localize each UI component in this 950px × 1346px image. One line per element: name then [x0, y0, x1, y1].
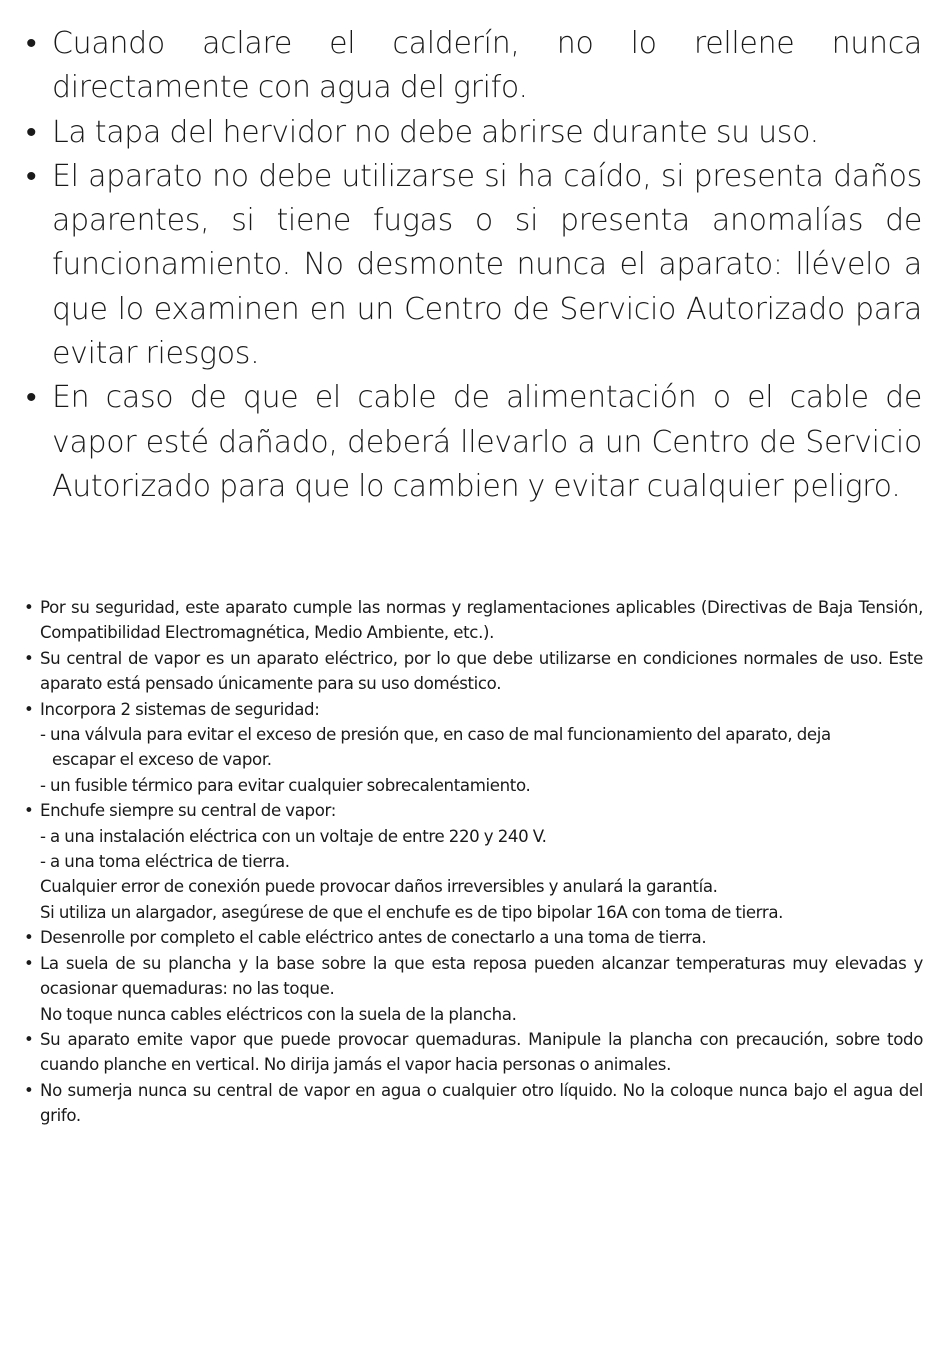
- warning-text: Cuando aclare el calderín, no lo rellene nunca directamente con agua del grifo.: [52, 26, 922, 106]
- bullet-icon: •: [26, 26, 37, 61]
- safety-text: Su aparato emite vapor que puede provocar quemaduras. Manipule la plancha con precaución, sobre todo cuando planche en vertical. No dirija jamás el vapor hacia personas o animales.: [40, 1029, 923, 1075]
- safety-text: Su central de vapor es un aparato eléctrico, por lo que debe utilizarse en condiciones normales de uso. Este aparato está pensado únicamente para su uso doméstico.: [40, 648, 923, 694]
- bullet-icon: •: [24, 699, 34, 719]
- safety-item: [24, 1027, 923, 1078]
- warning-item: [26, 155, 922, 376]
- bullet-icon: •: [26, 114, 37, 150]
- bullet-icon: •: [24, 953, 34, 973]
- main-warnings-list: [26, 22, 922, 509]
- bullet-icon: •: [26, 158, 37, 194]
- safety-instructions-list: [24, 595, 923, 1129]
- safety-subitem: - una válvula para evitar el exceso de presión que, en caso de mal funcionamiento del aparato, deja: [40, 725, 831, 745]
- safety-text: La suela de su plancha y la base sobre la que esta reposa pueden alcanzar temperaturas muy elevadas y ocasionar quemaduras: no las toque.: [40, 953, 923, 999]
- bullet-icon: •: [24, 928, 34, 948]
- safety-item: [24, 697, 923, 799]
- warning-text: El aparato no debe utilizarse si ha caído, si presenta daños aparentes, si tiene fugas o si presenta anomalías de funcionamiento. No desmonte nunca el aparato: llévelo a que lo examinen en un Centro de Servicio Autorizado para evitar riesgos.: [52, 158, 922, 372]
- warning-text: La tapa del hervidor no debe abrirse durante su uso.: [52, 114, 819, 150]
- bullet-icon: •: [26, 380, 37, 416]
- safety-note: Cualquier error de conexión puede provocar daños irreversibles y anulará la garantía.: [40, 877, 718, 897]
- bullet-icon: •: [24, 1029, 34, 1049]
- warning-item: [26, 22, 922, 111]
- safety-item: [24, 595, 923, 646]
- safety-item: [24, 646, 923, 697]
- bullet-icon: •: [24, 801, 34, 821]
- bullet-icon: •: [24, 598, 34, 617]
- safety-item: [24, 1078, 923, 1129]
- bullet-icon: •: [24, 648, 34, 668]
- warning-item: [26, 111, 922, 155]
- safety-title: Enchufe siempre su central de vapor:: [40, 801, 336, 821]
- safety-note: No toque nunca cables eléctricos con la suela de la plancha.: [40, 1004, 517, 1024]
- safety-text: No sumerja nunca su central de vapor en agua o cualquier otro líquido. No la coloque nunca bajo el agua del grifo.: [40, 1080, 923, 1126]
- safety-item: [24, 951, 923, 1027]
- safety-subitem: - a una instalación eléctrica con un voltaje de entre 220 y 240 V.: [40, 826, 547, 846]
- safety-text: Desenrolle por completo el cable eléctrico antes de conectarlo a una toma de tierra.: [40, 928, 707, 948]
- warning-text: En caso de que el cable de alimentación o el cable de vapor esté dañado, deberá llevarlo a un Centro de Servicio Autorizado para que lo cambien y evitar cualquier peligro.: [52, 380, 922, 504]
- bullet-icon: •: [24, 1080, 34, 1100]
- warning-item: [26, 376, 922, 509]
- safety-subitem-continuation: escapar el exceso de vapor.: [52, 750, 272, 770]
- safety-title: Incorpora 2 sistemas de seguridad:: [40, 699, 320, 719]
- safety-item: [24, 798, 923, 925]
- safety-item: [24, 925, 923, 950]
- safety-note: Si utiliza un alargador, asegúrese de que el enchufe es de tipo bipolar 16A con toma de tierra.: [40, 902, 784, 922]
- safety-text: Por su seguridad, este aparato cumple las normas y reglamentaciones aplicables (Directivas de Baja Tensión, Compatibilidad Electromagnética, Medio Ambiente, etc.).: [40, 598, 923, 643]
- safety-subitem: - un fusible térmico para evitar cualquier sobrecalentamiento.: [40, 775, 531, 795]
- safety-subitem: - a una toma eléctrica de tierra.: [40, 852, 290, 872]
